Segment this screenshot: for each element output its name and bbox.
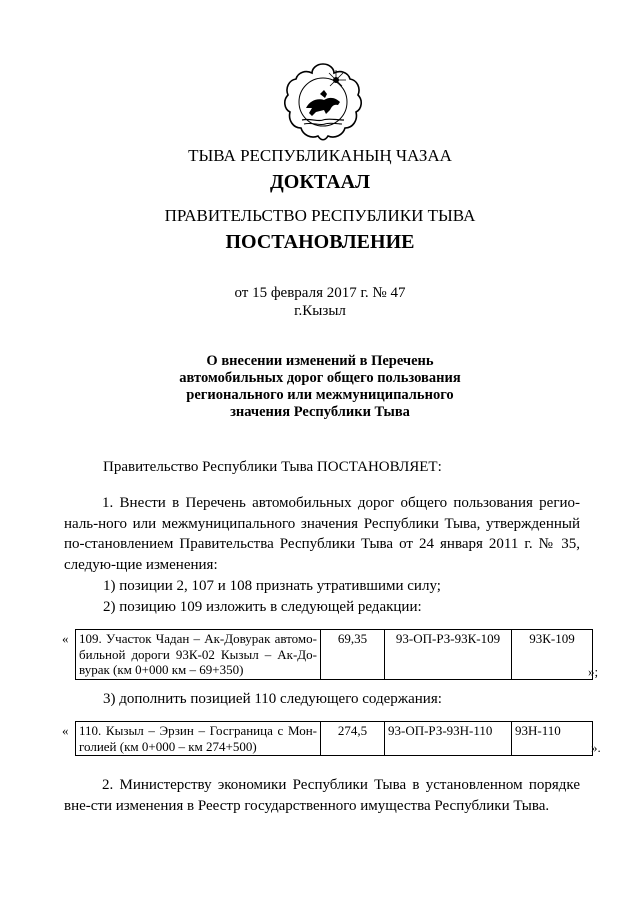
road-name-cell: 109. Участок Чадан – Ак-Довурак автомо-бильной дороги 93К-02 Кызыл – Ак-До-вурак (км 0+000 км – 69+350) — [76, 630, 321, 680]
list-item-3: 3) дополнить позицией 110 следующего содержания: — [103, 691, 442, 707]
paragraph-2 — [64, 775, 580, 816]
road-length-cell: 274,5 — [321, 722, 385, 756]
road-code-cell: 93-ОП-РЗ-93К-109 — [385, 630, 512, 680]
paragraph-2-text: 2. Министерству экономики Республики Тыва в установленном порядке вне-сти изменения в Реестр государственного имущества Республики Тыва. — [64, 777, 580, 814]
table1-close-quote: »; — [588, 664, 599, 679]
document-subject — [150, 353, 490, 421]
coat-of-arms-icon — [280, 58, 366, 144]
table-row — [76, 630, 593, 680]
header-resolution: ПОСТАНОВЛЕНИЕ — [225, 231, 415, 253]
paragraph-1 — [64, 493, 580, 575]
list-item-1: 1) позиции 2, 107 и 108 признать утратившими силу; — [103, 578, 441, 594]
road-id-cell: 93Н-110 — [512, 722, 593, 756]
header-tuvan-government: ТЫВА РЕСПУБЛИКАНЫҢ ЧАЗАА — [188, 146, 452, 165]
table-row — [76, 722, 593, 756]
road-id-cell: 93К-109 — [512, 630, 593, 680]
road-code-cell: 93-ОП-РЗ-93Н-110 — [385, 722, 512, 756]
road-length-cell: 69,35 — [321, 630, 385, 680]
table2-close-quote: ». — [591, 740, 601, 755]
subject-line: регионального или межмуниципального — [186, 387, 454, 403]
resolve-line: Правительство Республики Тыва ПОСТАНОВЛЯЕТ: — [103, 459, 442, 475]
document-date: от 15 февраля 2017 г. № 47 — [234, 285, 406, 301]
list-item-2: 2) позицию 109 изложить в следующей редакции: — [103, 599, 422, 615]
position-109-table — [75, 629, 593, 680]
table2-open-quote: « — [62, 723, 69, 738]
subject-line: О внесении изменений в Перечень — [206, 353, 434, 369]
paragraph-1-text: 1. Внести в Перечень автомобильных дорог общего пользования регио-наль-ного или межмуниципального значения Республики Тыва, утвержденный по-становлением Правительства Республики Тыва от 24 января 2011 г. № 35, следую-щие изменения: — [64, 495, 580, 573]
position-110-table — [75, 721, 593, 756]
document-city: г.Кызыл — [294, 303, 346, 319]
table1-open-quote: « — [62, 631, 69, 646]
road-name-cell: 110. Кызыл – Эрзин – Госграница с Мон-голией (км 0+000 – км 274+500) — [76, 722, 321, 756]
header-government: ПРАВИТЕЛЬСТВО РЕСПУБЛИКИ ТЫВА — [164, 206, 476, 225]
subject-line: автомобильных дорог общего пользования — [179, 370, 461, 386]
subject-line: значения Республики Тыва — [230, 404, 410, 420]
header-tuvan-resolution: ДОКТААЛ — [270, 171, 370, 193]
